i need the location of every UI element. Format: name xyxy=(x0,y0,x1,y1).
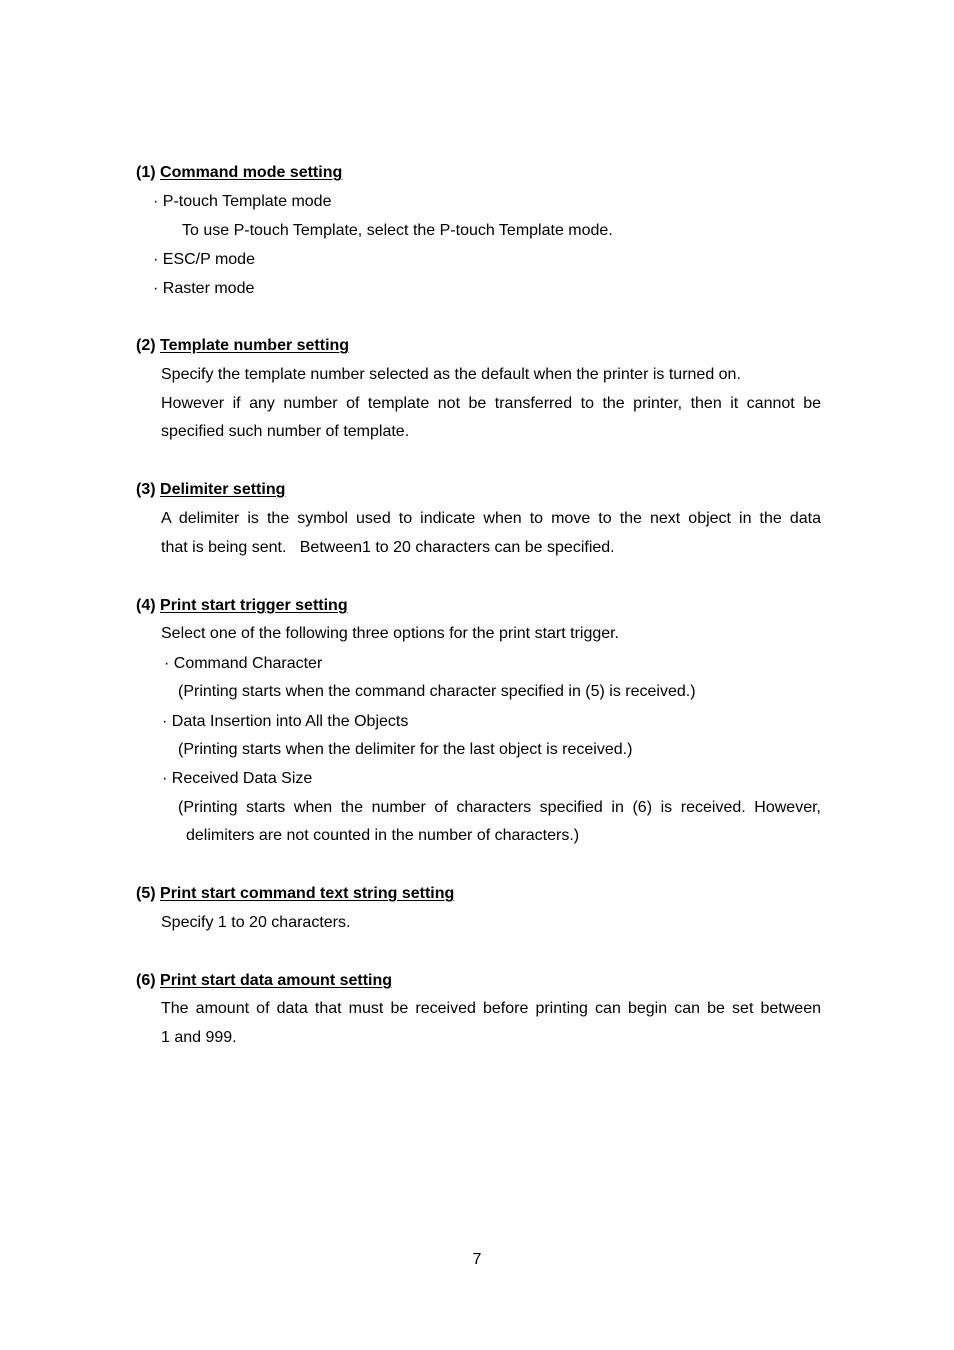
section-title: Print start command text string setting xyxy=(160,885,455,902)
section-title: Print start trigger setting xyxy=(160,597,348,614)
paragraph-line: To use P-touch Template, select the P-touch Template mode. xyxy=(182,222,613,239)
section-number: (4) xyxy=(136,597,156,614)
section-number: (3) xyxy=(136,481,156,498)
paragraph-line: However if any number of template not be transferred to the printer, then it cannot be xyxy=(161,395,821,412)
bullet-item: · P-touch Template mode xyxy=(153,193,332,210)
paragraph-line: Select one of the following three options for the print start trigger. xyxy=(161,625,620,642)
section-heading-command-mode xyxy=(136,163,342,183)
section-title: Template number setting xyxy=(160,337,350,354)
section-title: Command mode setting xyxy=(160,164,343,181)
paragraph-line: (Printing starts when the delimiter for the last object is received.) xyxy=(178,741,633,758)
bullet-item: · ESC/P mode xyxy=(153,251,255,268)
paragraph-line: specified such number of template. xyxy=(161,423,410,440)
paragraph-line: The amount of data that must be received before printing can begin can be set between xyxy=(161,1000,821,1017)
bullet-item: · Command Character xyxy=(164,655,323,672)
section-heading-delimiter xyxy=(136,480,285,500)
paragraph-line: 1 and 999. xyxy=(161,1029,237,1046)
section-heading-template-number xyxy=(136,336,349,356)
page-number: 7 xyxy=(472,1251,482,1268)
paragraph-line: that is being sent. Between1 to 20 characters can be specified. xyxy=(161,539,615,556)
section-title: Delimiter setting xyxy=(160,481,286,498)
section-title: Print start data amount setting xyxy=(160,972,393,989)
bullet-item: · Raster mode xyxy=(153,280,255,297)
paragraph-line: (Printing starts when the number of characters specified in (6) is received. However, xyxy=(178,799,821,816)
section-number: (6) xyxy=(136,972,156,989)
section-heading-print-start-data-amount xyxy=(136,971,392,991)
section-heading-print-start-command xyxy=(136,884,454,904)
section-number: (5) xyxy=(136,885,156,902)
paragraph-line: (Printing starts when the command character specified in (5) is received.) xyxy=(178,683,696,700)
bullet-item: · Data Insertion into All the Objects xyxy=(162,713,409,730)
paragraph-line: delimiters are not counted in the number of characters.) xyxy=(186,827,580,844)
section-number: (2) xyxy=(136,337,156,354)
paragraph-line: Specify the template number selected as the default when the printer is turned on. xyxy=(161,366,741,383)
section-heading-print-start-trigger xyxy=(136,596,348,616)
paragraph-line: Specify 1 to 20 characters. xyxy=(161,914,351,931)
section-number: (1) xyxy=(136,164,156,181)
bullet-item: · Received Data Size xyxy=(162,770,313,787)
paragraph-line: A delimiter is the symbol used to indicate when to move to the next object in the data xyxy=(161,510,821,527)
